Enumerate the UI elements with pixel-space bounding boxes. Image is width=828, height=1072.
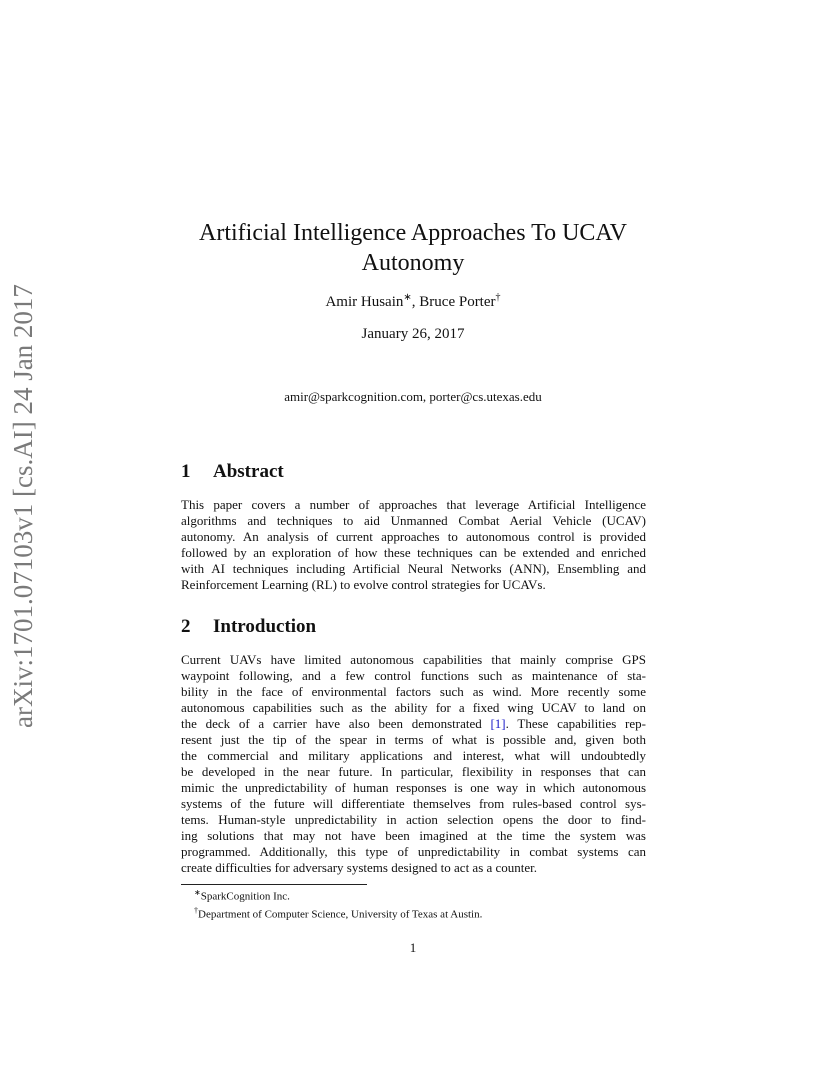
author-emails: amir@sparkcognition.com, porter@cs.utexas.edu	[284, 389, 542, 404]
footnote-mark-2: †	[194, 905, 198, 915]
footnote-1	[194, 886, 482, 904]
intro-line: programmed. Additionally, this type of unpredictability in combat systems can	[181, 844, 646, 859]
abstract-line: autonomy. An analysis of current approaches to autonomous control is provided	[181, 529, 646, 544]
publication-date: January 26, 2017	[361, 326, 465, 342]
intro-line: create difficulties for adversary systems designed to act as a counter.	[181, 860, 538, 875]
intro-line: the commercial and military applications and interest, what will undoubtedly	[181, 748, 646, 763]
intro-line: tems. Human-style unpredictability in action selection opens the door to find-	[181, 812, 646, 827]
arxiv-identifier-stamp: arXiv:1701.07103v1 [cs.AI] 24 Jan 2017	[8, 284, 38, 728]
paper-title	[180, 218, 646, 278]
intro-line: be developed in the near future. In particular, flexibility in responses that can	[181, 764, 646, 779]
intro-line: systems of the future will differentiate themselves from rules-based control sys-	[181, 796, 646, 811]
intro-line: mimic the unpredictability of human responses is one way in which autonomous	[181, 780, 646, 795]
citation-link-1[interactable]: [1]	[490, 716, 506, 731]
footnote-divider	[181, 884, 367, 885]
intro-line: bility in the face of environmental factors such as wind. More recently some	[181, 684, 646, 699]
intro-line-with-citation	[181, 716, 646, 732]
abstract-paragraph	[181, 497, 646, 593]
section-title-abstract: Abstract	[213, 461, 284, 482]
intro-line: autonomous capabilities such as the ability for a fixed wing UCAV to land on	[181, 700, 646, 715]
abstract-line: Reinforcement Learning (RL) to evolve control strategies for UCAVs.	[181, 577, 546, 592]
intro-line: ing solutions that may not have been imagined at the time the system was	[181, 828, 646, 843]
abstract-line: algorithms and techniques to aid Unmanned Combat Aerial Vehicle (UCAV)	[181, 513, 646, 528]
abstract-line: followed by an exploration of how these techniques can be extended and enriched	[181, 545, 646, 560]
footnote-2	[194, 904, 482, 922]
author-footnote-mark-1[interactable]: ∗	[403, 292, 412, 303]
intro-line: resent just the tip of the spear in terms of what is possible and, given both	[181, 732, 646, 747]
abstract-line: This paper covers a number of approaches that leverage Artificial Intelligence	[181, 497, 646, 512]
paper-title-line-1: Artificial Intelligence Approaches To UCAV	[199, 220, 627, 246]
page-number: 1	[409, 940, 417, 955]
footnote-mark-1: ∗	[194, 888, 201, 897]
abstract-line: with AI techniques including Artificial Neural Networks (ANN), Ensembling and	[181, 561, 646, 576]
intro-line-text: the deck of a carrier have also been demonstrated	[181, 716, 491, 731]
section-title-introduction: Introduction	[213, 616, 317, 637]
paper-title-line-2: Autonomy	[361, 250, 465, 276]
author-separator: ,	[411, 294, 420, 310]
author-list	[180, 292, 646, 311]
section-number-introduction: 2	[181, 616, 191, 637]
author-name-1: Amir Husain	[325, 294, 404, 310]
intro-line-text: . These capabilities rep-	[505, 716, 646, 731]
intro-line: Current UAVs have limited autonomous capabilities that mainly comprise GPS	[181, 652, 646, 667]
footnotes	[194, 886, 482, 921]
section-number-abstract: 1	[181, 461, 191, 482]
footnote-text-2: Department of Computer Science, University of Texas at Austin.	[198, 908, 483, 921]
author-footnote-mark-2[interactable]: †	[495, 292, 501, 303]
author-name-2: Bruce Porter	[419, 294, 496, 310]
introduction-paragraph	[181, 652, 646, 876]
intro-line: waypoint following, and a few control functions such as maintenance of sta-	[181, 668, 646, 683]
section-heading-introduction	[181, 616, 316, 638]
section-heading-abstract	[181, 461, 284, 483]
footnote-text-1: SparkCognition Inc.	[200, 890, 290, 903]
